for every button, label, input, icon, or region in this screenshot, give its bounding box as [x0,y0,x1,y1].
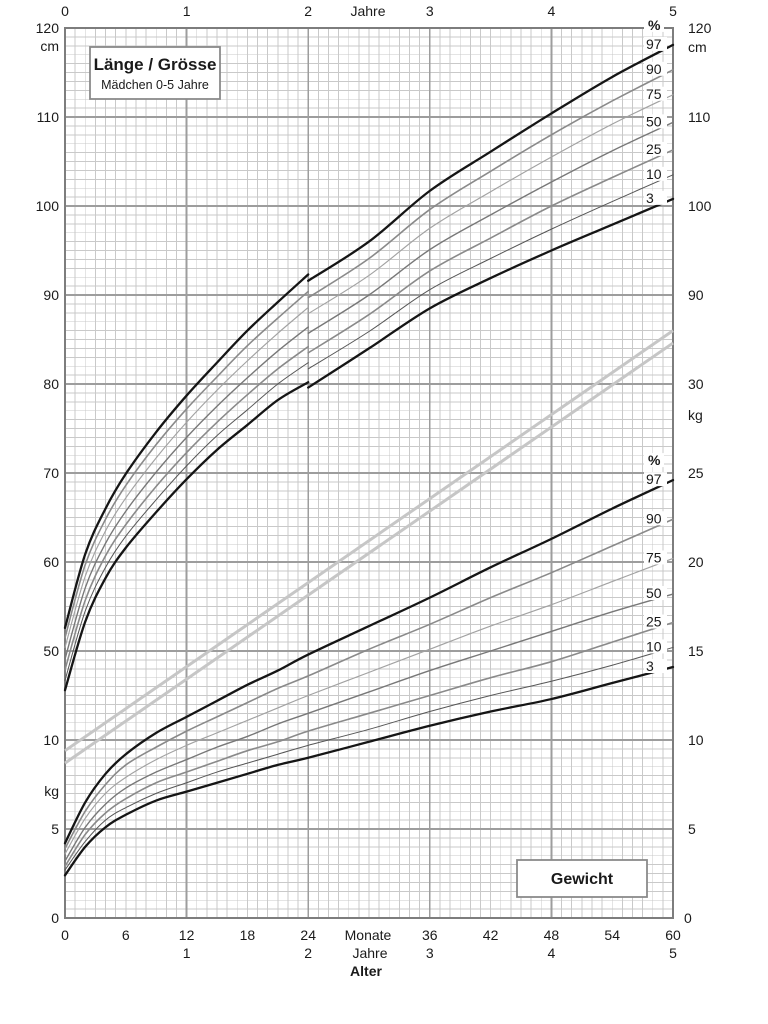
left-cm-tick: 90 [43,287,59,303]
weight-label-90: 90 [646,510,662,527]
chart-subtitle: Mädchen 0-5 Jahre [101,78,209,92]
right-cm-tick: 90 [688,287,704,303]
left-kg-tick: 0 [51,910,59,926]
right-kg-tick: 15 [688,643,704,659]
right-cm-tick: 110 [688,109,711,125]
height-label-90: 90 [646,60,662,77]
height-label-50: 50 [646,113,662,130]
top-axis-tick: 2 [304,3,313,19]
right-kg-tick: 30 [688,376,704,392]
bottom-months-tick: 12 [178,927,195,943]
left-kg-unit: kg [44,783,59,799]
weight-label-50: 50 [646,585,662,602]
left-cm-unit: cm [40,38,59,54]
left-cm-tick: 100 [35,198,59,214]
bottom-months-tick: 6 [121,927,130,943]
height-label-97: 97 [646,35,662,52]
bottom-months-tick: 24 [300,927,316,943]
bottom-axis-label: Alter [350,963,382,979]
right-kg-tick: 20 [688,554,704,570]
bottom-years-tick: 2 [304,945,313,961]
bottom-months-tick: 54 [604,927,620,943]
weight-label-75: 75 [646,549,662,566]
weight-label-10: 10 [646,638,662,655]
bottom-months-tick: 42 [482,927,499,943]
left-kg-tick: 5 [51,821,59,837]
right-kg-tick: 0 [684,910,692,926]
weight-label-25: 25 [646,613,662,630]
top-axis-tick: 3 [425,3,434,19]
left-cm-tick: 120 [35,20,59,36]
right-kg-tick: 10 [688,732,704,748]
weight-percent-header: % [648,452,661,469]
weight-box [517,860,647,897]
top-axis-tick: 4 [547,3,556,19]
chart-title: Länge / Grösse [93,55,217,74]
height-label-25: 25 [646,140,662,157]
weight-section-label: Gewicht [550,871,614,888]
left-cm-tick: 70 [43,465,59,481]
left-cm-tick: 80 [43,376,59,392]
top-axis-tick: 1 [182,3,191,19]
right-cm-unit: cm [688,39,707,55]
height-label-3: 3 [646,189,654,206]
right-kg-tick: 5 [688,821,696,837]
percentile-labels [644,17,667,674]
title-box [90,47,220,99]
height-percent-header: % [648,16,661,33]
bottom-years-tick: 1 [182,945,191,961]
top-axis-tick: 0 [61,3,69,19]
bottom-years-tick: 4 [547,945,556,961]
left-cm-tick: 60 [43,554,59,570]
left-kg-tick: 10 [43,732,59,748]
bottom-years-label: Jahre [352,945,388,961]
bottom-months-tick: 36 [422,927,438,943]
left-cm-tick: 110 [36,109,59,125]
top-axis-tick: 5 [669,3,677,19]
weight-label-3: 3 [646,658,654,675]
bottom-months-tick: 0 [61,927,69,943]
weight-label-97: 97 [646,471,662,488]
right-kg-unit: kg [688,407,703,423]
bottom-years-tick: 3 [425,945,434,961]
bottom-years-tick: 5 [669,945,677,961]
bottom-months-tick: 48 [543,927,560,943]
height-label-75: 75 [646,85,662,102]
bottom-months-label: Monate [344,927,392,943]
left-cm-tick: 50 [43,643,59,659]
top-axis-unit-label: Jahre [350,3,386,19]
right-cm-tick: 120 [688,20,712,36]
bottom-months-tick: 18 [239,927,256,943]
right-cm-tick: 100 [688,198,712,214]
bottom-months-tick: 60 [665,927,681,943]
right-kg-tick: 25 [688,465,704,481]
height-label-10: 10 [646,165,662,182]
